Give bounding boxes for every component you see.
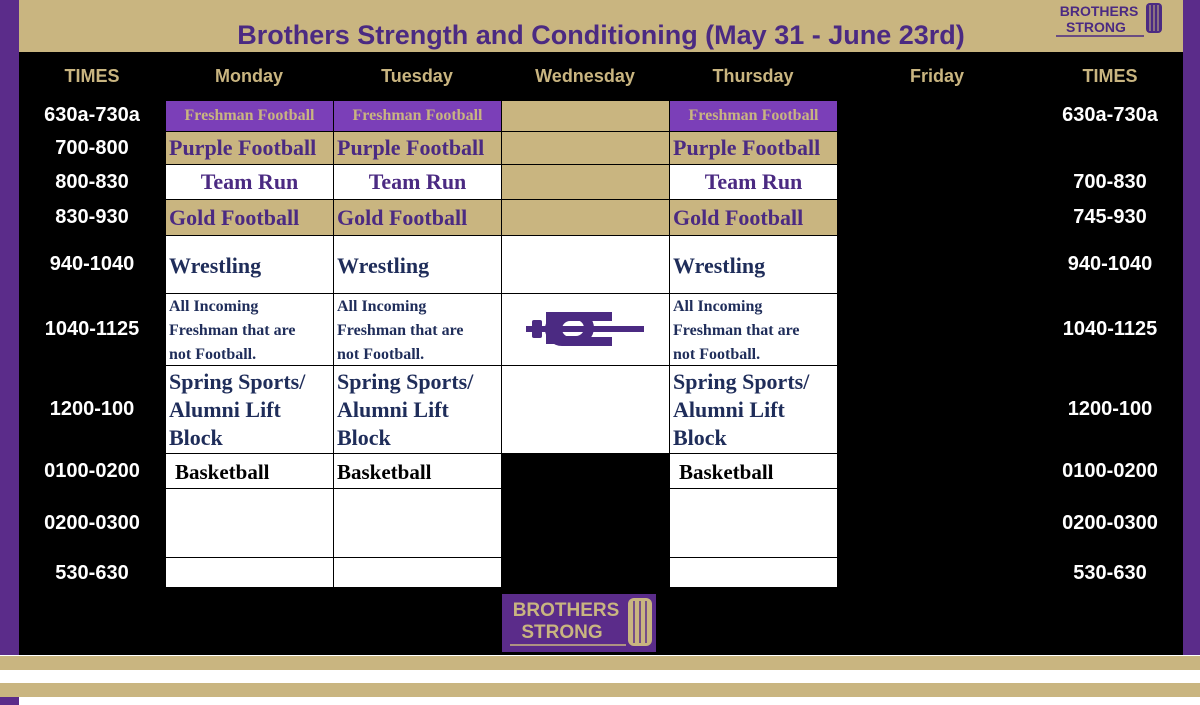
session-wrestling: Wrestling [333, 235, 502, 294]
svg-text:STRONG: STRONG [521, 622, 603, 643]
empty-cell [165, 557, 334, 588]
time-label-left: 830-930 [55, 206, 129, 228]
session-purple-football: Purple Football [333, 131, 502, 165]
text-line: not Football. [169, 346, 257, 363]
empty-cell [165, 488, 334, 558]
text-line: Spring Sports/ [337, 369, 474, 394]
bottom-white-stripe [0, 670, 1200, 683]
bottom-gold-stripe-2 [0, 683, 1200, 697]
empty-gold-cell [501, 100, 670, 132]
text-line: All Incoming [169, 298, 259, 315]
text-line: Alumni Lift [169, 397, 281, 422]
header-monday: Monday [214, 66, 283, 86]
time-label-right: 1040-1125 [1062, 318, 1158, 340]
text-line: Block [337, 425, 391, 450]
session-spring-sports [333, 365, 502, 454]
session-freshman-football: Freshman Football [333, 100, 502, 132]
time-label-right: 1200-100 [1067, 398, 1153, 420]
empty-gold-cell [501, 131, 670, 165]
empty-cell [501, 365, 670, 454]
time-label-left: 940-1040 [49, 253, 135, 275]
time-label-right: 530-630 [1073, 562, 1147, 584]
session-spring-sports [669, 365, 838, 454]
header-wednesday: Wednesday [535, 66, 635, 86]
empty-cell [669, 557, 838, 588]
monogram-cell [501, 293, 670, 366]
svg-text:STRONG: STRONG [1066, 19, 1126, 35]
time-label-right: 940-1040 [1067, 253, 1153, 275]
bottom-gold-stripe [0, 656, 1200, 670]
left-purple-border [0, 0, 19, 655]
session-incoming-freshman [669, 293, 838, 366]
time-label-left: 0100-0200 [44, 460, 140, 482]
time-label-right: 0200-0300 [1062, 512, 1158, 534]
header-thursday: Thursday [712, 66, 794, 86]
text-line: Spring Sports/ [673, 369, 810, 394]
text-line: All Incoming [673, 298, 763, 315]
empty-gold-cell [501, 164, 670, 200]
bottom-purple-corner [0, 697, 19, 705]
text-line: not Football. [337, 346, 425, 363]
text-line: Freshman that are [337, 322, 464, 339]
empty-cell [669, 488, 838, 558]
text-line: Block [673, 425, 727, 450]
svg-text:BROTHERS: BROTHERS [512, 600, 620, 621]
session-basketball: Basketball [165, 453, 334, 489]
page-title: Brothers Strength and Conditioning (May 31 - June 23rd) [237, 20, 965, 50]
session-gold-football: Gold Football [333, 199, 502, 236]
session-gold-football: Gold Football [669, 199, 838, 236]
time-label-right: 745-930 [1073, 206, 1147, 228]
time-label-left: 530-630 [55, 562, 129, 584]
text-line: Block [169, 425, 223, 450]
header-tuesday: Tuesday [381, 66, 453, 86]
header-friday: Friday [909, 66, 965, 86]
empty-gold-cell [501, 199, 670, 236]
time-label-right: 0100-0200 [1062, 460, 1158, 482]
time-label-left: 700-800 [55, 137, 129, 159]
empty-cell [333, 557, 502, 588]
session-freshman-football: Freshman Football [165, 100, 334, 132]
empty-cell [333, 488, 502, 558]
text-line: Alumni Lift [673, 397, 785, 422]
right-purple-border [1183, 0, 1200, 655]
time-label-left: 1040-1125 [44, 318, 140, 340]
header-times-left: TIMES [64, 66, 120, 86]
session-team-run: Team Run [165, 164, 334, 200]
session-basketball: Basketball [669, 453, 838, 489]
text-line: Spring Sports/ [169, 369, 306, 394]
session-gold-football: Gold Football [165, 199, 334, 236]
session-team-run: Team Run [669, 164, 838, 200]
text-line: All Incoming [337, 298, 427, 315]
time-label-left: 1200-100 [49, 398, 135, 420]
session-basketball: Basketball [333, 453, 502, 489]
session-team-run: Team Run [333, 164, 502, 200]
time-label-right: 700-830 [1073, 171, 1147, 193]
text-line: Freshman that are [673, 322, 800, 339]
brothers-strong-logo-bottom [502, 594, 656, 652]
session-spring-sports [165, 365, 334, 454]
session-incoming-freshman [165, 293, 334, 366]
bottom-spreadsheet-row [0, 697, 1200, 705]
time-label-left: 0200-0300 [44, 512, 140, 534]
header-times-right: TIMES [1082, 66, 1138, 86]
brothers-strong-logo-top [1050, 1, 1168, 40]
text-line: Freshman that are [169, 322, 296, 339]
svg-text:BROTHERS: BROTHERS [1059, 3, 1139, 19]
time-label-right: 630a-730a [1062, 104, 1158, 126]
text-line: not Football. [673, 346, 761, 363]
session-purple-football: Purple Football [669, 131, 838, 165]
text-line: Alumni Lift [337, 397, 449, 422]
session-freshman-football: Freshman Football [669, 100, 838, 132]
bc-monogram-logo [502, 294, 669, 365]
session-incoming-freshman [333, 293, 502, 366]
time-label-left: 630a-730a [44, 104, 140, 126]
time-label-left: 800-830 [55, 171, 129, 193]
session-purple-football: Purple Football [165, 131, 334, 165]
session-wrestling: Wrestling [669, 235, 838, 294]
session-wrestling: Wrestling [165, 235, 334, 294]
empty-cell [501, 235, 670, 294]
